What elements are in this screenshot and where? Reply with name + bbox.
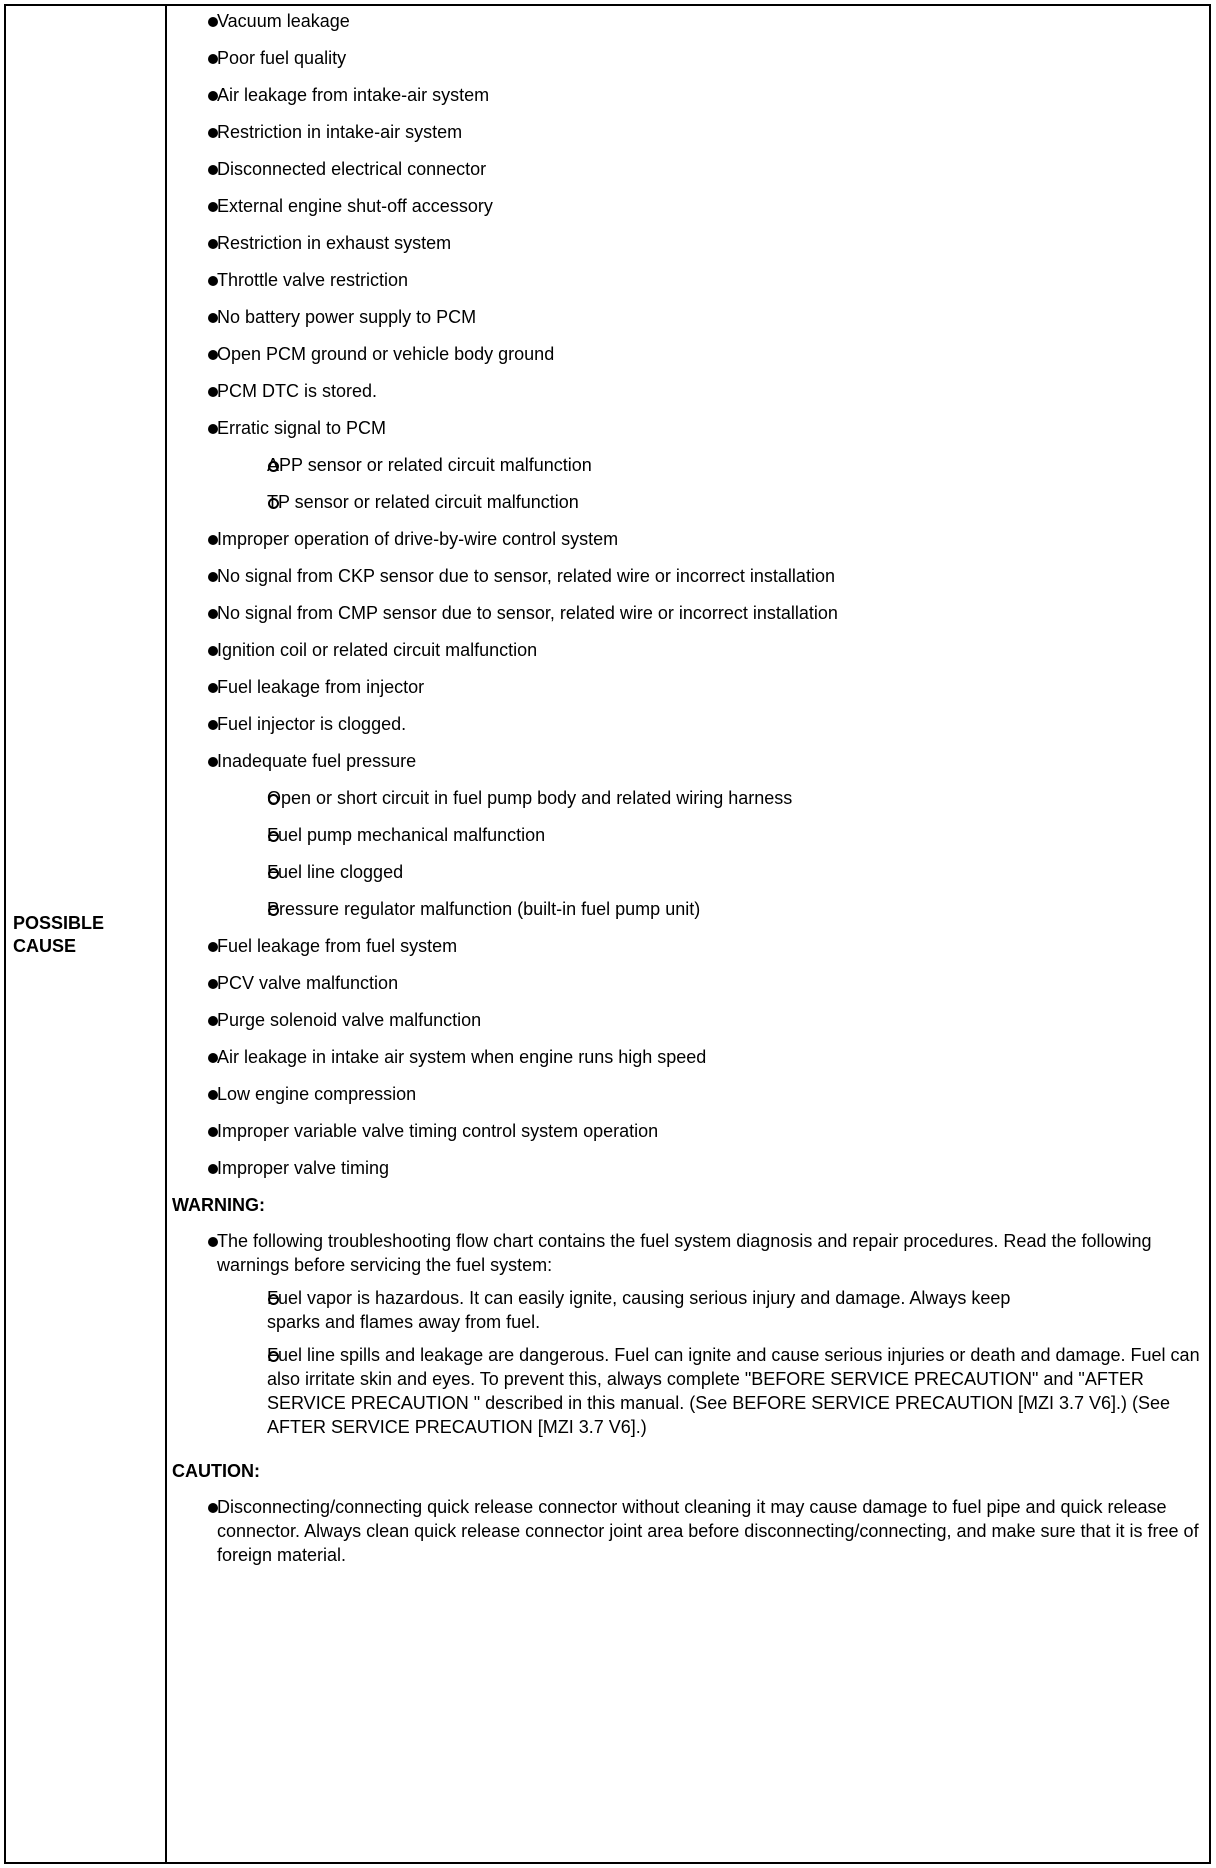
sub-list-item: Fuel line clogged: [267, 862, 404, 882]
label-cell: [6, 6, 167, 1862]
list-item: Poor fuel quality: [217, 48, 347, 68]
list-item: Air leakage from intake-air system: [217, 85, 490, 105]
list-item: Fuel leakage from injector: [217, 677, 425, 697]
sub-list-item: Fuel pump mechanical malfunction: [267, 825, 546, 845]
warning-fuel-spills: Fuel line spills and leakage are dangerous. Fuel can ignite and cause serious injuries or death and damage. Fuel can also irritate skin and eyes. To prevent this, always complete "BEFORE SERVICE PRECAUTION" and "AFTER SERVICE PRECAUTION " described in this manual. (See BEFORE SERVICE PRECAUTION [MZI 3.7 V6].) (See AFTER SERVICE PRECAUTION [MZI 3.7 V6].): [267, 1345, 1200, 1437]
list-item: Open PCM ground or vehicle body ground: [217, 344, 555, 364]
list-item: Low engine compression: [217, 1084, 417, 1104]
warning-intro: The following troubleshooting flow chart contains the fuel system diagnosis and repair procedures. Read the following warnings before servicing the fuel system:: [217, 1231, 1152, 1275]
caution-heading: CAUTION:: [172, 1461, 260, 1481]
list-item: Air leakage in intake air system when engine runs high speed: [217, 1047, 707, 1067]
list-item: Fuel injector is clogged.: [217, 714, 407, 734]
list-item: Vacuum leakage: [217, 11, 350, 31]
sub-list-item: TP sensor or related circuit malfunction: [267, 492, 579, 512]
possible-cause-table: [4, 4, 1211, 1864]
list-item: Throttle valve restriction: [217, 270, 409, 290]
sub-list-item: Pressure regulator malfunction (built-in fuel pump unit): [267, 899, 701, 919]
list-item: Erratic signal to PCM: [217, 418, 387, 438]
list-item: Restriction in exhaust system: [217, 233, 452, 253]
list-item: Fuel leakage from fuel system: [217, 936, 458, 956]
list-item: Ignition coil or related circuit malfunction: [217, 640, 538, 660]
list-item: PCM DTC is stored.: [217, 381, 378, 401]
sub-list-item: Open or short circuit in fuel pump body and related wiring harness: [267, 788, 793, 808]
list-item: Inadequate fuel pressure: [217, 751, 417, 771]
sub-list-item: APP sensor or related circuit malfunction: [267, 455, 592, 475]
row-label: POSSIBLE CAUSE: [13, 913, 105, 956]
list-item: No signal from CKP sensor due to sensor, related wire or incorrect installation: [217, 566, 835, 586]
list-item: Improper valve timing: [217, 1158, 390, 1178]
list-item: Purge solenoid valve malfunction: [217, 1010, 482, 1030]
list-item: No signal from CMP sensor due to sensor, related wire or incorrect installation: [217, 603, 838, 623]
list-item: No battery power supply to PCM: [217, 307, 477, 327]
list-item: Improper operation of drive-by-wire control system: [217, 529, 619, 549]
list-item: PCV valve malfunction: [217, 973, 399, 993]
caution-text: Disconnecting/connecting quick release connector without cleaning it may cause damage to fuel pipe and quick release connector. Always clean quick release connector joint area before disconnecting/connecting, and make sure that it is free of foreign material.: [217, 1497, 1199, 1565]
list-item: External engine shut-off accessory: [217, 196, 493, 216]
warning-heading: WARNING:: [172, 1195, 265, 1215]
causes-cell: [167, 6, 1209, 1862]
list-item: Improper variable valve timing control system operation: [217, 1121, 659, 1141]
warning-fuel-vapor: Fuel vapor is hazardous. It can easily ignite, causing serious injury and damage. Always keep sparks and flames away from fuel.: [267, 1288, 1011, 1332]
list-item: Restriction in intake-air system: [217, 122, 463, 142]
list-item: Disconnected electrical connector: [217, 159, 487, 179]
